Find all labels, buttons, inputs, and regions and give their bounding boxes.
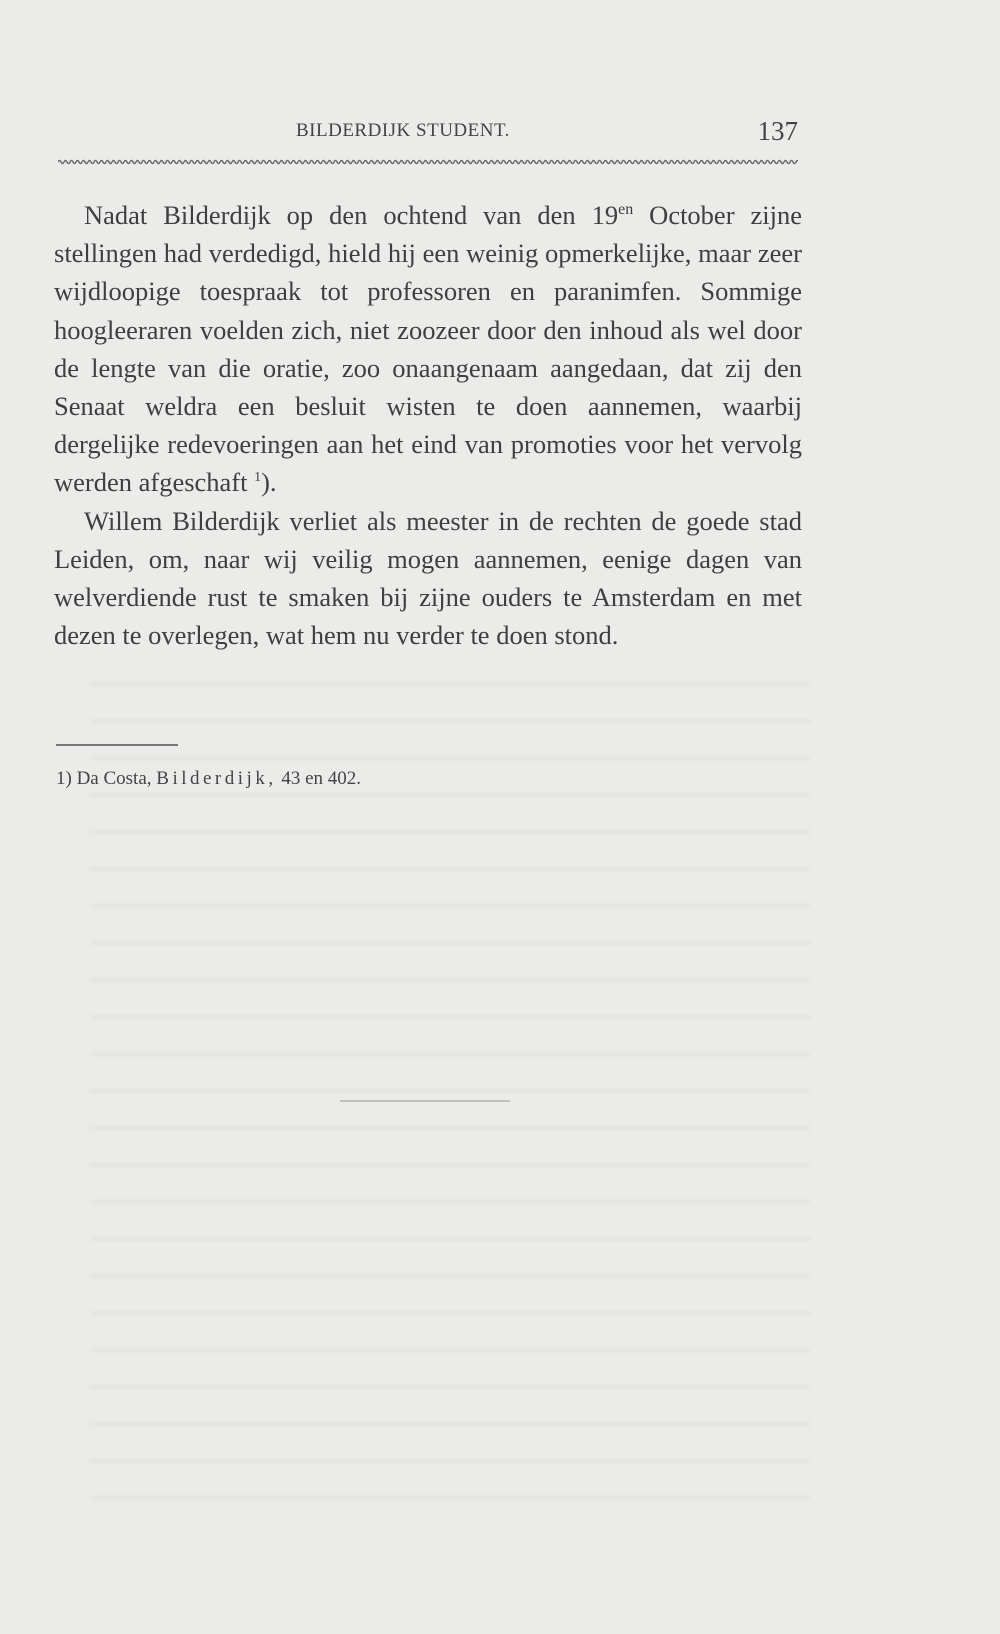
footnote-source: Da Costa, (76, 768, 152, 789)
footnote (56, 768, 361, 790)
page-header (56, 116, 798, 160)
running-title: BILDERDIJK STUDENT. (296, 120, 510, 141)
paragraph-2: Willem Bilderdijk verliet als meester in de rechten de goede stad Leiden, om, naar wij veilig mogen aannemen, eenige dagen van welverdiende rust te smaken bij zijne ouders te Amsterdam en met dezen te overlegen, wat hem nu verder te doen stond. (54, 505, 802, 651)
body-text (54, 196, 802, 654)
paragraph-1-end: ). (261, 467, 277, 498)
date-suffix: en (618, 201, 634, 219)
footnote-rule (56, 744, 178, 746)
paragraph-1-start: Nadat Bilderdijk op den ochtend van den 19 (84, 200, 619, 230)
wavy-header-rule (58, 158, 798, 166)
bleed-through-rule (340, 1100, 510, 1102)
paragraph-1 (54, 196, 802, 502)
footnote-reference: 1 (254, 470, 262, 486)
footnote-title: Bilderdijk, (156, 768, 277, 789)
footnote-marker: 1) (56, 768, 72, 789)
paragraph-1-text: October zijne stellingen had verdedigd, hield hij een weinig opmerkelijke, maar zeer wijdloopige toespraak tot professoren en paranimfen. Sommige hoogleeraren voelden zich, niet zoozeer door den inhoud als wel door de lengte van die oratie, zoo onaangenaam aangedaan, dat zij den Senaat weldra een besluit wisten te doen aannemen, waarbij dergelijke redevoeringen aan het eind van promoties voor het vervolg werden afgeschaft (54, 200, 802, 498)
page-number: 137 (757, 116, 798, 146)
footnote-pages: 43 en 402. (281, 768, 362, 789)
